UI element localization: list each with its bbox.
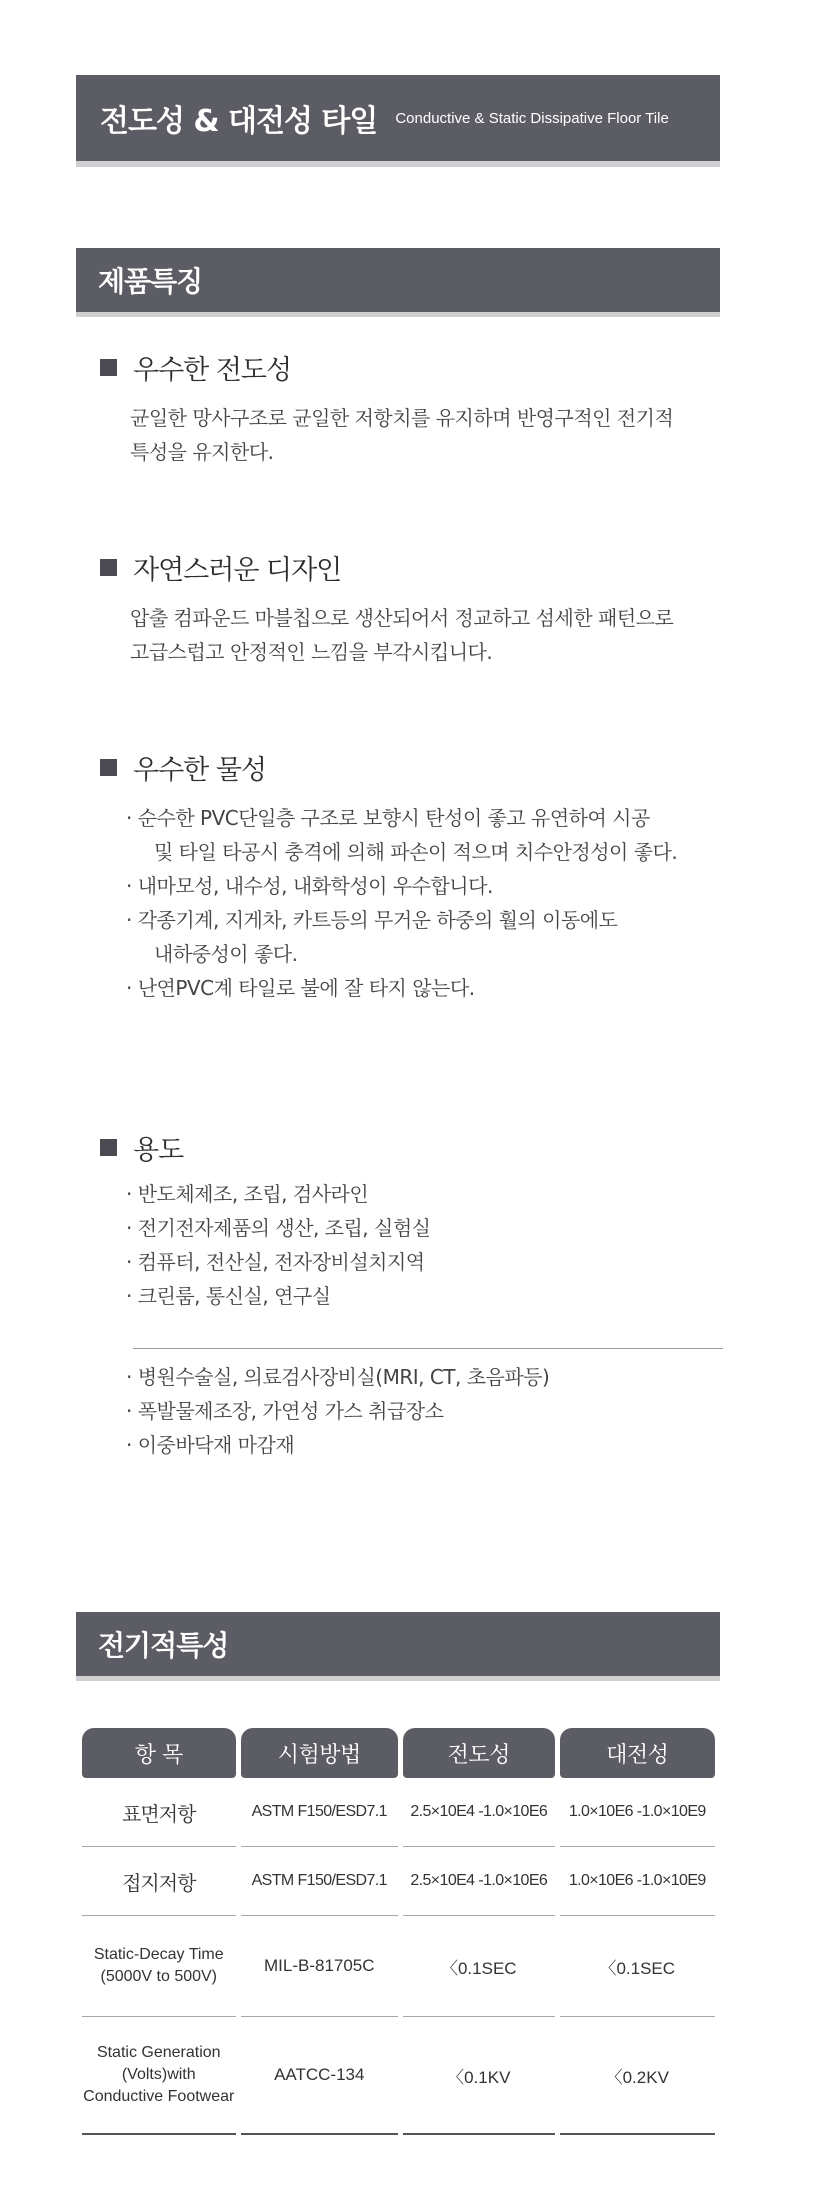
table-header-row	[82, 1728, 715, 1778]
list-item: · 크린룸, 통신실, 연구실	[126, 1279, 431, 1313]
cell-method: ASTM F150/ESD7.1	[241, 1847, 399, 1916]
bullet-square-icon	[100, 1139, 117, 1156]
feature-usage	[100, 1128, 431, 1313]
title-banner	[76, 75, 720, 161]
feature-heading: 우수한 물성	[133, 755, 266, 786]
col-header-item: 항 목	[82, 1728, 236, 1778]
feature-conductivity	[100, 348, 673, 469]
list-item: · 반도체제조, 조립, 검사라인	[126, 1177, 431, 1211]
cell-item: 접지저항	[82, 1847, 236, 1916]
table-row	[82, 2017, 715, 2135]
cell-dissipative: 1.0×10E6 -1.0×10E9	[560, 1778, 715, 1847]
list-item: · 컴퓨터, 전산실, 전자장비설치지역	[126, 1245, 431, 1279]
table-row	[82, 1778, 715, 1847]
cell-dissipative: 1.0×10E6 -1.0×10E9	[560, 1847, 715, 1916]
cell-conductive: 2.5×10E4 -1.0×10E6	[403, 1847, 554, 1916]
usage-continued	[100, 1360, 549, 1462]
feature-properties	[100, 748, 677, 1005]
list-item: · 병원수술실, 의료검사장비실(MRI, CT, 초음파등)	[126, 1360, 549, 1394]
col-header-conductive: 전도성	[403, 1728, 554, 1778]
list-item: · 내마모성, 내수성, 내화학성이 우수합니다.	[126, 869, 677, 903]
cell-method: MIL-B-81705C	[241, 1916, 399, 2017]
properties-list	[126, 801, 677, 1005]
usage-list-b	[126, 1360, 549, 1462]
list-item: · 이중바닥재 마감재	[126, 1428, 549, 1462]
col-header-method: 시험방법	[241, 1728, 399, 1778]
cell-conductive: 〈0.1KV	[403, 2017, 554, 2135]
cell-dissipative: 〈0.1SEC	[560, 1916, 715, 2017]
bullet-square-icon	[100, 759, 117, 776]
feature-heading: 우수한 전도성	[133, 355, 292, 386]
list-item: · 난연PVC계 타일로 불에 잘 타지 않는다.	[126, 971, 677, 1005]
feature-description: 압출 컴파운드 마블칩으로 생산되어서 정교하고 섬세한 패턴으로 고급스럽고 안정적인 느낌을 부각시킵니다.	[130, 606, 674, 664]
list-item: · 폭발물제조장, 가연성 가스 취급장소	[126, 1394, 549, 1428]
cell-conductive: 〈0.1SEC	[403, 1916, 554, 2017]
feature-heading: 용도	[133, 1135, 184, 1166]
cell-conductive: 2.5×10E4 -1.0×10E6	[403, 1778, 554, 1847]
page-subtitle-en: Conductive & Static Dissipative Floor Tile	[395, 109, 669, 127]
electrical-section-title: 전기적특성	[76, 1612, 720, 1676]
cell-dissipative: 〈0.2KV	[560, 2017, 715, 2135]
features-section-title: 제품특징	[76, 248, 720, 312]
table-row	[82, 1847, 715, 1916]
page-title: 전도성 & 대전성 타일	[100, 104, 378, 139]
feature-design	[100, 548, 673, 669]
list-item: · 전기전자제품의 생산, 조립, 실험실	[126, 1211, 431, 1245]
col-header-dissipative: 대전성	[560, 1728, 715, 1778]
divider	[133, 1348, 723, 1349]
feature-heading: 자연스러운 디자인	[133, 555, 342, 586]
list-item: · 순수한 PVC단일층 구조로 보향시 탄성이 좋고 유연하여 시공 및 타일 타공시 충격에 의해 파손이 적으며 치수안정성이 좋다.	[126, 801, 677, 869]
feature-description: 균일한 망사구조로 균일한 저항치를 유지하며 반영구적인 전기적 특성을 유지한다.	[130, 406, 674, 464]
electrical-spec-table	[77, 1728, 720, 2135]
cell-item: Static Generation (Volts)with Conductive Footwear	[82, 2017, 236, 2135]
list-item: · 각종기계, 지게차, 카트등의 무거운 하중의 훨의 이동에도 내하중성이 좋다.	[126, 903, 677, 971]
bullet-square-icon	[100, 359, 117, 376]
bullet-square-icon	[100, 559, 117, 576]
usage-list-a	[126, 1177, 431, 1313]
cell-item: 표면저항	[82, 1778, 236, 1847]
cell-method: ASTM F150/ESD7.1	[241, 1778, 399, 1847]
cell-method: AATCC-134	[241, 2017, 399, 2135]
cell-item: Static-Decay Time (5000V to 500V)	[82, 1916, 236, 2017]
table-row	[82, 1916, 715, 2017]
